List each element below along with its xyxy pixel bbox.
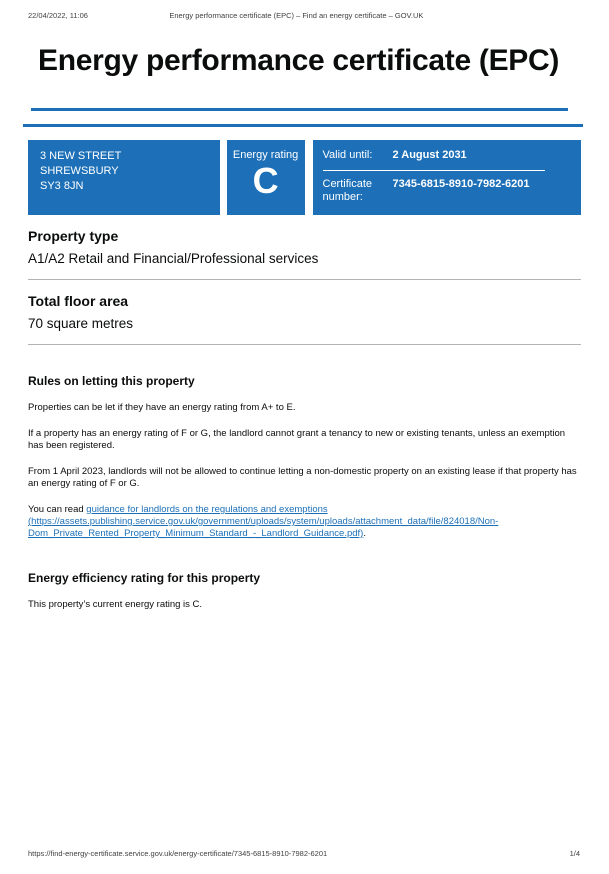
landlord-guidance-link[interactable]: guidance for landlords on the regulations and exemptions (https://assets.publishing.service.gov.uk/government/uploads/system/uploads/attachment_data/file/824018/Non-Dom_Private_Rented_Property_Minimum_Standard_-_Landlord_Guidance.pdf) bbox=[28, 504, 499, 539]
rules-paragraph-3: From 1 April 2023, landlords will not be allowed to continue letting a non-domestic property on an existing lease if that property has an energy rating of F or G. bbox=[28, 466, 577, 489]
banner-top-divider bbox=[23, 124, 583, 127]
guidance-text-suffix: . bbox=[363, 528, 366, 539]
property-type-label: Property type bbox=[28, 228, 119, 244]
energy-rating-value: C bbox=[252, 160, 279, 201]
certificate-page bbox=[28, 44, 581, 611]
property-type-field bbox=[28, 227, 581, 267]
summary-banner bbox=[28, 140, 581, 215]
rules-paragraph-2: If a property has an energy rating of F or G, the landlord cannot grant a tenancy to new or existing tenants, unless an exemption has been registered. bbox=[28, 428, 566, 451]
title-divider bbox=[31, 108, 568, 111]
certificate-number-label: Certificate number: bbox=[322, 178, 373, 203]
efficiency-heading: Energy efficiency rating for this property bbox=[28, 571, 261, 585]
property-type-value: A1/A2 Retail and Financial/Professional services bbox=[28, 251, 319, 266]
validity-box bbox=[313, 140, 582, 215]
print-footer-url: https://find-energy-certificate.service.gov.uk/energy-certificate/7345-6815-8910-7982-6201 bbox=[28, 849, 328, 858]
print-footer bbox=[28, 849, 580, 858]
property-address bbox=[28, 140, 220, 215]
rules-heading: Rules on letting this property bbox=[28, 374, 195, 388]
field-divider bbox=[28, 279, 581, 280]
validity-divider bbox=[323, 170, 546, 171]
floor-area-label: Total floor area bbox=[28, 293, 129, 309]
efficiency-paragraph-1: This property’s current energy rating is C. bbox=[28, 599, 203, 610]
page-title: Energy performance certificate (EPC) bbox=[38, 44, 560, 77]
print-datetime: 22/04/2022, 11:06 bbox=[28, 11, 88, 20]
address-line-2: SHREWSBURY bbox=[40, 165, 119, 177]
energy-rating-label: Energy rating bbox=[232, 149, 299, 161]
certificate-number-value: 7345-6815-8910-7982-6201 bbox=[392, 178, 530, 190]
print-header bbox=[28, 11, 580, 20]
energy-rating-box bbox=[227, 140, 305, 215]
valid-until-label: Valid until: bbox=[322, 149, 373, 161]
floor-area-field bbox=[28, 292, 581, 332]
print-page-indicator: 1/4 bbox=[569, 849, 580, 858]
print-document-title: Energy performance certificate (EPC) – Find an energy certificate – GOV.UK bbox=[169, 11, 424, 20]
guidance-text-prefix: You can read bbox=[28, 504, 87, 515]
rules-paragraph-1: Properties can be let if they have an energy rating from A+ to E. bbox=[28, 402, 296, 413]
address-line-1: 3 NEW STREET bbox=[40, 150, 122, 162]
valid-until-value: 2 August 2031 bbox=[392, 149, 467, 161]
rules-paragraph-4 bbox=[28, 504, 581, 540]
floor-area-value: 70 square metres bbox=[28, 316, 134, 331]
field-divider bbox=[28, 344, 581, 345]
address-line-3: SY3 8JN bbox=[40, 180, 84, 192]
